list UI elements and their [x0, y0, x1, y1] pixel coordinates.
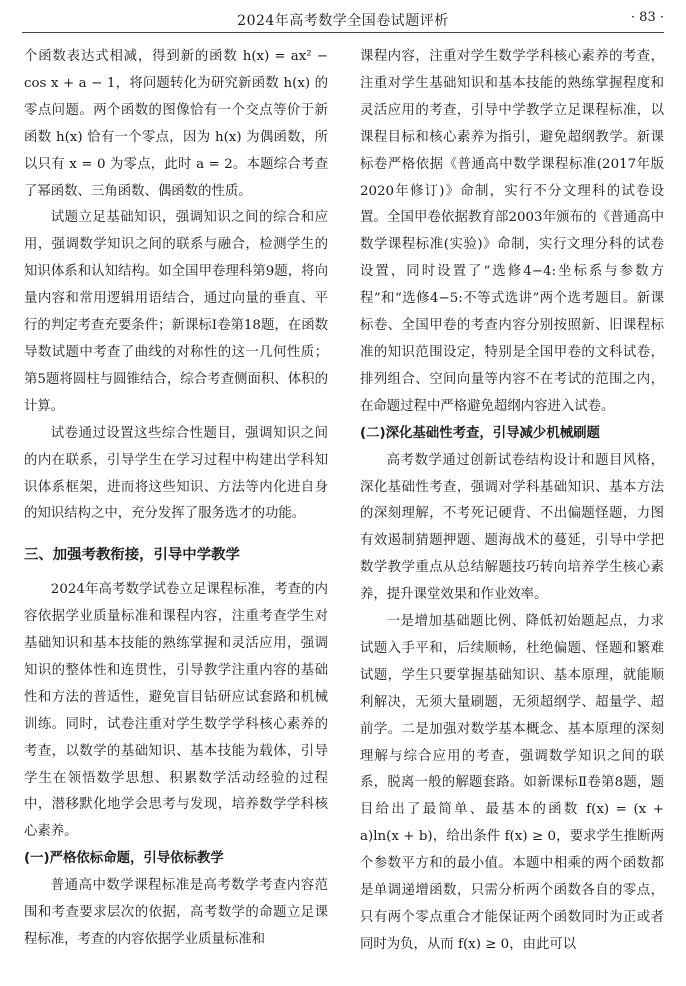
paragraph: 2024年高考数学试卷立足课程标准，考查的内容依据学业质量标准和课程内容，注重考查学生对基础知识和基本技能的熟练掌握和灵活应用，强调知识的整体性和连贯性，引导教学注重内容的基础性和方法的普适性，避免盲目钻研应试套路和机械训练。同时，试卷注重对学生数学学科核心素养的考查，以数学的基础知识、基本技能为载体，引导学生在领悟数学思想、积累数学活动经验的过程中，潜移默化地学会思考与发现，培养数学学科核心素养。 [24, 582, 328, 840]
paragraph: 课程内容，注重对学生数学学科核心素养的考查，注重对学生基础知识和基本技能的熟练掌握程度和灵活应用的考查，引导中学教学立足课程标准，以课程目标和核心素养为指引，避免超纲教学。新课标卷严格依据《普通高中数学课程标准(2017年版2020年修订)》命制，实行不分文理科的试卷设置。全国甲卷依据教育部2003年颁布的《普通高中数学课程标准(实验)》命制，实行文理分科的试卷设置，同时设置了“选修4−4:坐标系与参数方程”和“选修4−5:不等式选讲”两个选考题目。新课标卷、全国甲卷的考查内容分别按照新、旧课程标准的知识范围设定，特别是全国甲卷的文科试卷，排列组合、空间向量等内容不在考试的范围之内，在命题过程中严格避免超纲内容进入试卷。 [360, 49, 664, 414]
section-heading: 三、加强考教衔接，引导中学教学 [24, 547, 240, 564]
subsection-heading: (一)严格依标命题，引导依标教学 [24, 851, 224, 867]
running-header [22, 8, 664, 33]
paragraph: 试题立足基础知识，强调知识之间的综合和应用，强调数学知识之间的联系与融合，检测学生的知识体系和认知结构。如全国甲卷理科第9题，将向量内容和常用逻辑用语结合，通过向量的垂直、平行的判定考查充要条件；新课标Ⅰ卷第18题，在函数导数试题中考查了曲线的对称性的这一几何性质；第5题将圆柱与圆锥结合，综合考查侧面积、体积的计算。 [24, 210, 328, 414]
paragraph: 高考数学通过创新试卷结构设计和题目风格，深化基础性考查，强调对学科基础知识、基本方法的深刻理解，不考死记硬背、不出偏题怪题，力图有效遏制猜题押题、题海战术的蔓延，引导中学把数学教学重点从总结解题技巧转向培养学生核心素养，提升课堂效果和作业效率。 [360, 452, 664, 603]
journal-title: 2024年高考数学全国卷试题评析 [237, 13, 449, 29]
paragraph: 个函数表达式相减，得到新的函数 h(x) = ax² − cos x + a − 1，将问题转化为研究新函数 h(x) 的零点问题。两个函数的图像恰有一个交点等价于新函数 h(x) 恰有一个零点，因为 h(x) 为偶函数，所以只有 x = 0 为零点，此时 a = 2。本题综合考查了幂函数、三角函数、偶函数的性质。 [24, 49, 328, 199]
right-column [360, 44, 664, 959]
paragraph: 普通高中数学课程标准是高考数学考查内容范围和考查要求层次的依据，高考数学的命题立足课程标准，考查的内容依据学业质量标准和 [24, 878, 328, 947]
paragraph: 一是增加基础题比例、降低初始题起点，力求试题入手平和，后续顺畅，杜绝偏题、怪题和繁难试题，学生只要掌握基础知识、基本原理，就能顺利解决，无须大量刷题，无须超纲学、超量学、超前学。二是加强对数学基本概念、基本原理的深刻理解与综合应用的考查，强调数学知识之间的联系，脱离一般的解题套路。如新课标Ⅱ卷第8题，题目给出了最简单、最基本的函数 f(x) = (x + a)ln(x + b)，给出条件 f(x) ≥ 0，要求学生推断两个参数平方和的最小值。本题中相乘的两个函数都是单调递增函数，只需分析两个函数各自的零点，只有两个零点重合才能保证两个函数同时为正或者同时为负，从而 f(x) ≥ 0，由此可以 [360, 614, 664, 952]
paragraph: 试卷通过设置这些综合性题目，强调知识之间的内在联系，引导学生在学习过程中构建出学科知识体系框架，进而将这些知识、方法等内化进自身的知识结构之中，充分发挥了服务选才的功能。 [24, 425, 328, 522]
left-column [24, 44, 328, 954]
page-number: · 83 · [630, 10, 664, 25]
subsection-heading: (二)深化基础性考查，引导减少机械刷题 [360, 425, 600, 441]
